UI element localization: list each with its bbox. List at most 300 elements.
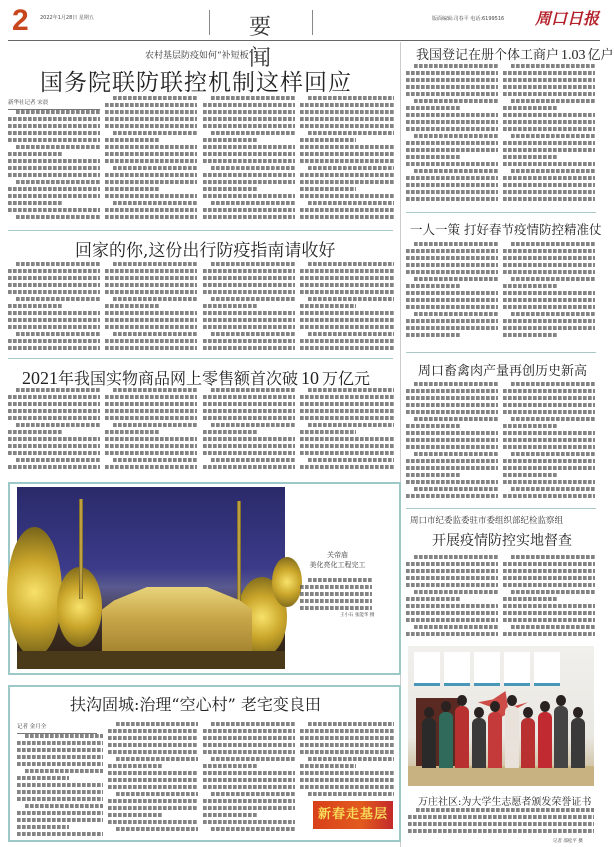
text-line [108,820,198,824]
text-line [300,451,394,455]
text-line [300,785,394,789]
text-line [300,743,394,747]
text-line [503,431,595,435]
headline-number: 1.03 [561,48,586,63]
text-line [113,332,197,336]
spring-banner[interactable]: 新春走基层 [313,801,393,829]
text-line [203,785,295,789]
text-line [8,395,100,399]
text-line [503,256,595,260]
article-body [105,96,197,222]
text-line [300,318,394,322]
text-line [203,395,295,399]
plaza-ground [17,651,285,669]
caption-line: 关帝庙 [327,551,348,559]
text-line [211,722,295,726]
text-line [406,333,461,337]
tree-shape [7,527,62,657]
text-line [203,283,295,287]
headline-text: 年我国实物商品网上零售额首次破 [58,369,299,388]
text-line [105,444,197,448]
wall-board [444,652,470,686]
photo-caption-title [300,550,375,570]
text-line [406,183,498,187]
text-line [308,332,394,336]
text-line [503,494,595,498]
text-line [300,778,394,782]
text-line [8,416,100,420]
text-line [406,148,498,152]
text-line [414,382,498,386]
wall-board [504,652,530,686]
text-line [300,346,394,350]
text-line [105,194,197,198]
article-headline[interactable] [22,366,370,389]
article-body [503,382,595,500]
text-line [406,162,498,166]
text-line [406,597,461,601]
text-line [406,197,498,201]
text-line [300,599,372,603]
text-line [203,444,295,448]
text-line [203,145,295,149]
text-line [503,176,595,180]
text-line [17,776,69,780]
text-line [203,180,295,184]
text-line [8,124,100,128]
article-body [503,555,595,640]
text-line [406,120,498,124]
pole-shape [237,501,241,601]
date-line: 2022年1月28日 星期五 [40,15,94,21]
text-line [503,459,595,463]
text-line [105,187,160,191]
text-line [108,743,198,747]
text-line [300,276,394,280]
text-line [406,298,498,302]
text-line [406,466,498,470]
person-head [490,701,500,712]
text-line [511,64,595,68]
text-line [308,423,394,427]
text-line [503,410,595,414]
text-line [8,465,100,469]
text-line [105,215,197,219]
text-line [203,325,295,329]
text-line [211,423,295,427]
text-line [17,797,103,801]
text-line [308,201,394,205]
text-line [406,141,498,145]
text-line [300,465,394,469]
text-line [503,438,595,442]
text-line [406,459,498,463]
article-byline: 记者 金月全 [17,722,97,734]
text-line [203,465,295,469]
text-line [414,625,498,629]
text-line [108,785,198,789]
text-line [406,256,498,260]
text-line [511,417,595,421]
text-line [308,458,394,462]
text-line [406,113,498,117]
text-line [211,201,295,205]
text-line [308,96,394,100]
text-line [300,750,394,754]
text-line [105,145,197,149]
article-body [503,64,595,204]
text-line [503,155,558,159]
text-line [108,771,198,775]
text-line [116,757,198,761]
article-body [503,242,595,342]
text-line [406,562,498,566]
text-line [203,806,295,810]
text-line [25,769,103,773]
article-headline[interactable]: 国务院联防联控机制这样回应 [40,70,352,96]
text-line [511,625,595,629]
text-line [511,382,595,386]
text-line [406,319,498,323]
article-body [8,262,100,353]
article-body [203,722,295,836]
text-line [503,85,595,89]
text-line [203,173,295,177]
text-line [414,590,498,594]
text-line [203,778,295,782]
headline-text: 我国登记在册个体工商户 [416,48,560,63]
text-line [17,762,103,766]
text-line [8,402,100,406]
text-line [406,190,498,194]
person-figure [455,706,469,768]
text-line [8,173,100,177]
text-line [8,409,100,413]
text-line [17,755,103,759]
section-rule [406,352,596,353]
section-rule [8,358,393,359]
text-line [203,103,295,107]
text-line [406,611,498,615]
text-line [308,297,394,301]
text-line [503,284,558,288]
text-line [105,451,197,455]
text-line [105,208,197,212]
text-line [113,458,197,462]
text-line [300,395,394,399]
text-line [105,409,197,413]
text-line [113,262,197,266]
person-figure [538,712,552,768]
text-line [105,124,197,128]
text-line [211,131,295,135]
article-body [406,242,498,342]
person-head [457,695,467,706]
text-line [300,110,394,114]
temple-photo[interactable] [17,487,285,669]
article-body [108,722,198,836]
text-line [105,311,197,315]
text-line [300,402,394,406]
text-line [300,729,394,733]
text-line [8,283,100,287]
text-line [503,424,558,428]
text-line [414,417,498,421]
person-figure [554,706,568,768]
person-head [540,701,550,712]
pole-shape [79,499,83,599]
text-line [203,451,295,455]
text-line [406,480,498,484]
text-line [116,722,198,726]
text-line [511,99,595,103]
text-line [211,792,295,796]
text-line [17,790,103,794]
section-rule [406,508,596,509]
text-line [406,569,498,573]
text-line [406,291,498,295]
caption-line: 美化亮化工程完工 [309,561,366,569]
text-line [300,606,372,610]
text-line [203,208,295,212]
text-line [503,632,595,636]
text-line [108,806,198,810]
text-line [406,473,461,477]
person-figure [439,712,453,768]
text-line [113,201,197,205]
article-body [17,734,103,836]
article-body [300,96,394,222]
text-line [8,208,100,212]
text-line [406,263,498,267]
text-line [503,162,595,166]
article-headline[interactable] [416,44,614,64]
text-line [17,783,103,787]
text-line [300,736,394,740]
text-line [503,326,595,330]
article-headline[interactable]: 周口畜禽肉产量再创历史新高 [418,364,588,379]
text-line [406,270,498,274]
text-line [300,339,394,343]
text-line [511,555,595,559]
text-line [503,618,595,622]
text-line [203,346,295,350]
text-line [503,298,595,302]
text-line [203,159,295,163]
article-body [203,96,295,222]
text-line [300,771,394,775]
text-line [300,444,394,448]
text-line [25,804,103,808]
person-figure [571,718,585,768]
text-line [406,618,498,622]
text-line [203,187,258,191]
text-line [503,141,595,145]
person-figure [422,718,436,768]
text-line [511,169,595,173]
text-line [414,555,498,559]
text-line [113,96,197,100]
text-line [300,430,356,434]
article-headline[interactable]: 开展疫情防控实地督查 [432,533,572,549]
text-line [408,829,594,833]
headline-text: 亿户 [587,48,614,63]
person-head [474,707,484,718]
text-line [203,276,295,280]
text-line [300,416,394,420]
text-line [414,277,498,281]
text-line [503,197,595,201]
text-line [16,110,100,114]
divider [312,10,313,35]
text-line [113,131,197,135]
text-line [503,466,595,470]
text-line [16,388,100,392]
wall-decoration [478,691,528,719]
text-line [105,180,197,184]
text-line [16,458,100,462]
text-line [8,276,100,280]
text-line [511,242,595,246]
text-line [17,811,103,815]
person-head [573,707,583,718]
text-line [300,592,372,596]
text-line [203,124,295,128]
volunteers-photo[interactable] [408,646,594,786]
article-headline[interactable]: 万庄社区:为大学生志愿者颁发荣誉证书 [418,797,592,808]
text-line [108,799,198,803]
text-line [16,332,100,336]
text-line [300,269,394,273]
text-line [414,452,498,456]
text-line [300,124,394,128]
text-line [406,92,498,96]
text-line [300,152,394,156]
text-line [300,311,394,315]
text-line [203,771,295,775]
article-body [406,64,498,204]
article-kicker: 周口市纪委监委驻市委组织部纪检监察组 [410,516,564,526]
section-title: 要闻 [248,15,291,71]
text-line [105,173,197,177]
person-head [507,695,517,706]
text-line [211,96,295,100]
text-line [211,297,295,301]
article-kicker: 农村基层防疫如何“补短板”? [145,51,259,61]
text-line [503,120,595,124]
text-line [503,473,558,477]
text-line [300,304,356,308]
article-headline[interactable]: 一人一策 打好春节疫情防控精准仗 [410,222,602,237]
section-rule [8,230,393,231]
text-line [8,187,100,191]
text-line [203,764,258,768]
text-line [503,190,595,194]
article-headline[interactable]: 回家的你,这份出行防疫指南请收好 [75,241,336,261]
text-line [300,194,394,198]
text-line [414,99,498,103]
text-line [203,820,295,824]
paper-logo: 周口日报 [535,9,600,28]
text-line [406,410,498,414]
text-line [503,583,595,587]
article-body [203,262,295,353]
photo-credit: 记者 邵松平 摄 [553,839,583,844]
editor-line: 版面编辑:司春平 电话:6199516 [432,16,505,22]
text-line [300,437,394,441]
text-line [8,451,100,455]
text-line [105,283,197,287]
text-line [203,430,258,434]
text-line [8,430,63,434]
headline-number: 10 [301,368,320,388]
text-line [414,242,498,246]
text-line [308,262,394,266]
text-line [406,389,498,393]
text-line [503,148,595,152]
text-line [300,283,394,287]
text-line [406,632,498,636]
text-line [203,215,295,219]
photo-credit: 王小石 张能华 摄 [340,613,375,618]
text-line [300,173,394,177]
text-line [105,152,197,156]
text-line [406,494,498,498]
text-line [108,764,162,768]
headline-number: 2021 [22,368,58,388]
person-figure [472,718,486,768]
headline-text: 万亿元 [322,369,371,388]
text-line [211,757,295,761]
person-head [441,701,451,712]
text-line [503,263,595,267]
text-line [503,291,595,295]
text-line [406,326,498,330]
text-line [8,194,100,198]
text-line [406,396,498,400]
text-line [203,318,295,322]
text-line [203,152,295,156]
article-body [406,382,498,500]
article-headline[interactable]: 扶沟固城:治理“空心村” 老宅变良田 [70,695,321,714]
text-line [308,131,394,135]
text-line [203,799,295,803]
text-line [8,138,100,142]
text-line [211,262,295,266]
text-line [105,276,197,280]
text-line [211,332,295,336]
text-line [105,395,197,399]
text-line [503,319,595,323]
text-line [211,166,295,170]
text-line [308,722,394,726]
text-line [503,183,595,187]
text-line [108,750,198,754]
text-line [211,827,295,831]
text-line [105,290,197,294]
text-line [503,92,595,96]
text-line [308,792,394,796]
text-line [511,452,595,456]
text-line [503,249,595,253]
text-line [211,458,295,462]
text-line [406,424,461,428]
wall-board [414,652,440,686]
text-line [503,113,595,117]
text-line [105,138,160,142]
text-line [105,346,197,350]
text-line [406,127,498,131]
